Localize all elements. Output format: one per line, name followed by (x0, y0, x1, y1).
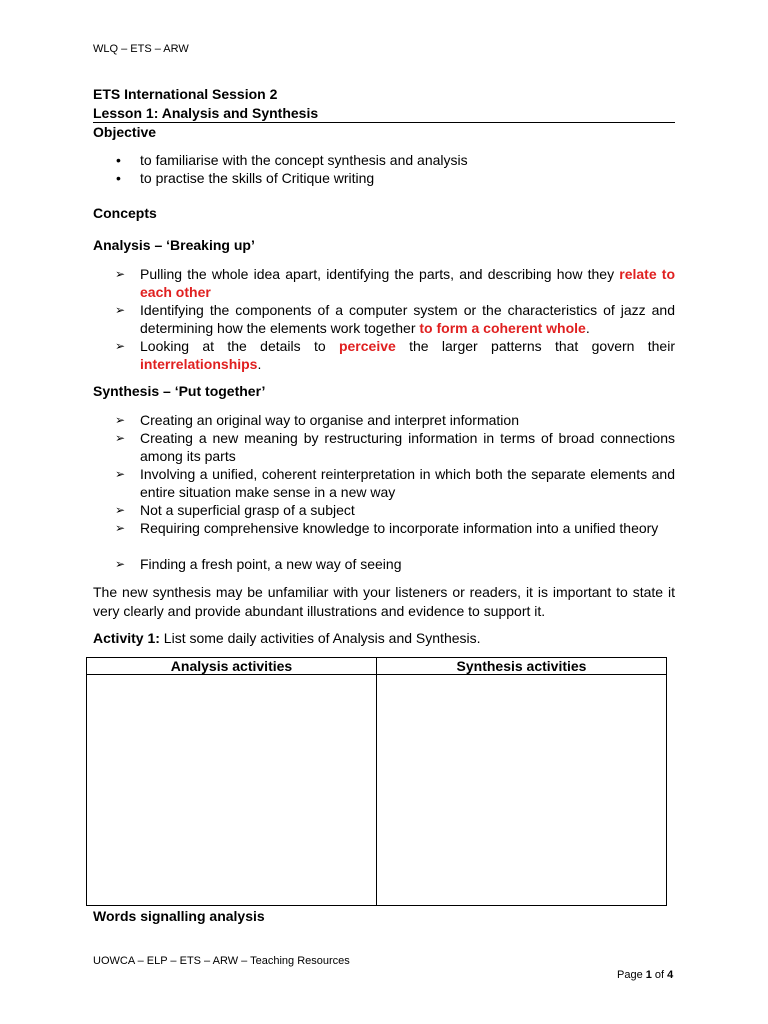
lesson-title: Lesson 1: Analysis and Synthesis (93, 105, 319, 121)
analysis-item: ➢ Identifying the components of a computer system or the characteristics of jazz and determining how the elements work together to form a coherent whole. (115, 302, 675, 336)
arrow-bullet-icon: ➢ (115, 303, 126, 317)
analysis-item: ➢ Looking at the details to perceive the larger patterns that govern their interrelationships. (115, 338, 675, 372)
arrow-bullet-icon: ➢ (115, 267, 126, 281)
bullet-icon: • (116, 152, 121, 168)
words-signalling-heading: Words signalling analysis (93, 908, 265, 924)
analysis-heading: Analysis – ‘Breaking up’ (93, 237, 255, 253)
arrow-bullet-icon: ➢ (115, 467, 126, 481)
running-header: WLQ – ETS – ARW (93, 43, 189, 55)
objective-item: • to practise the skills of Critique writing (116, 170, 375, 186)
analysis-activities-cell[interactable] (87, 675, 377, 906)
arrow-bullet-icon: ➢ (115, 413, 126, 427)
activity-table (86, 657, 667, 906)
synthesis-heading: Synthesis – ‘Put together’ (93, 383, 266, 399)
synthesis-item: ➢ Requiring comprehensive knowledge to incorporate information into a unified theory (115, 520, 659, 536)
page-number: Page 1 of 4 (617, 969, 674, 981)
arrow-bullet-icon: ➢ (115, 503, 126, 517)
synthesis-item: ➢ Finding a fresh point, a new way of seeing (115, 556, 402, 572)
concepts-heading: Concepts (93, 205, 157, 221)
arrow-bullet-icon: ➢ (115, 431, 126, 445)
synthesis-item: ➢ Not a superficial grasp of a subject (115, 502, 355, 518)
title-rule (93, 122, 675, 123)
objective-item: • to familiarise with the concept synthesis and analysis (116, 152, 468, 168)
synthesis-item: ➢ Creating a new meaning by restructuring information in terms of broad connections among its parts (115, 430, 675, 464)
synthesis-item: ➢ Creating an original way to organise and interpret information (115, 412, 519, 428)
footer-text: UOWCA – ELP – ETS – ARW – Teaching Resources (93, 955, 350, 967)
arrow-bullet-icon: ➢ (115, 557, 126, 571)
arrow-bullet-icon: ➢ (115, 339, 126, 353)
column-header-analysis: Analysis activities (87, 658, 377, 675)
bullet-icon: • (116, 170, 121, 186)
synthesis-activities-cell[interactable] (377, 675, 667, 906)
arrow-bullet-icon: ➢ (115, 521, 126, 535)
session-title: ETS International Session 2 (93, 86, 278, 102)
synthesis-paragraph: The new synthesis may be unfamiliar with your listeners or readers, it is important to state it very clearly and provide abundant illustrations and evidence to support it. (93, 584, 675, 619)
activity-instruction: Activity 1: List some daily activities of Analysis and Synthesis. (93, 630, 481, 646)
synthesis-item: ➢ Involving a unified, coherent reinterpretation in which both the separate elements and entire situation make sense in a new way (115, 466, 675, 500)
objective-heading: Objective (93, 124, 157, 140)
analysis-item: ➢ Pulling the whole idea apart, identifying the parts, and describing how they relate to each other (115, 266, 675, 300)
column-header-synthesis: Synthesis activities (377, 658, 667, 675)
